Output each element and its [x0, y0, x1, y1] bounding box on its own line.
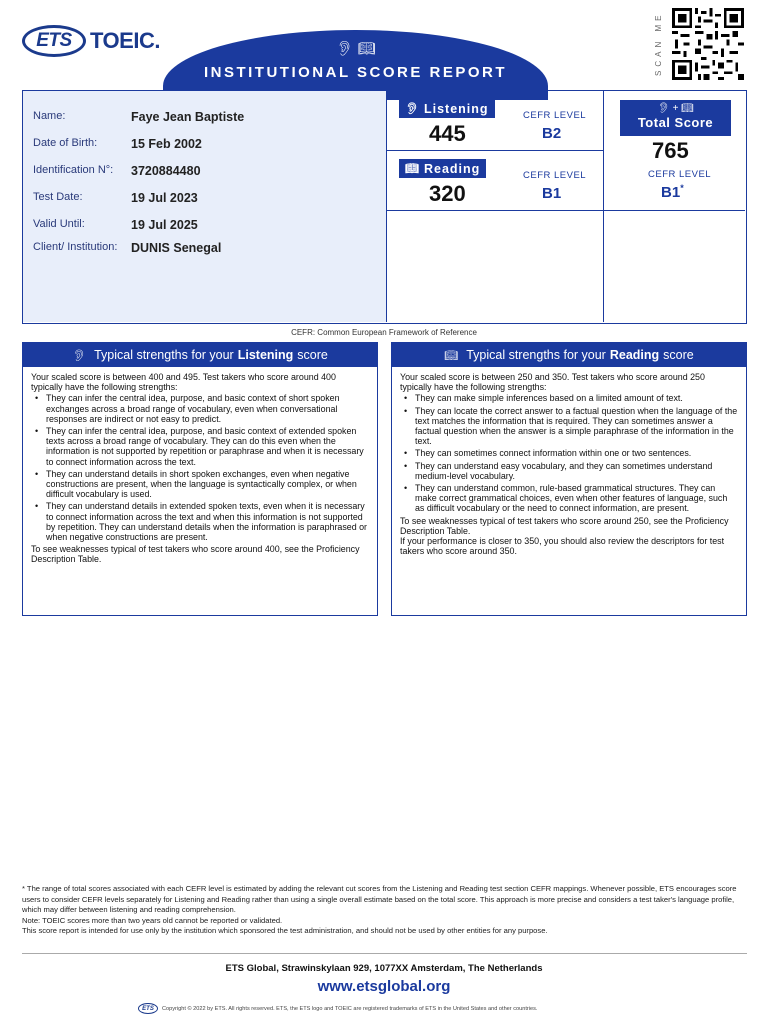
name-row — [33, 110, 244, 124]
ets-mini-logo: ETS — [138, 1003, 158, 1014]
reading-strengths-list — [400, 393, 738, 513]
test-date-label: Test Date: — [33, 191, 83, 203]
website-link[interactable]: www.etsglobal.org — [317, 978, 451, 995]
panel-title-suffix: score — [297, 348, 328, 362]
reading-outro-2: If your performance is closer to 350, you should also review the descriptors for test takers who score around 350. — [400, 536, 725, 557]
ets-address: ETS Global, Strawinskylaan 929, 1077XX Amsterdam, The Netherlands — [225, 963, 543, 974]
listening-label: Listening — [423, 101, 489, 116]
total-score-badge — [620, 100, 731, 136]
listening-badge — [399, 99, 495, 118]
total-cefr-label: CEFR LEVEL — [648, 169, 712, 180]
panel-title-skill: Reading — [609, 348, 660, 362]
divider — [604, 210, 745, 211]
listening-intro: Your scaled score is between 400 and 495. Test takers who score around 400 typically have the following strengths: — [31, 372, 336, 393]
reading-cefr-label: CEFR LEVEL — [523, 170, 587, 181]
footer-divider — [22, 953, 747, 954]
candidate-info-panel — [23, 91, 387, 322]
list-item: • They can sometimes connect information within one or two sentences. — [400, 448, 738, 458]
ets-logo: ETS — [22, 25, 86, 57]
reading-label: Reading — [423, 161, 481, 176]
total-score: 765 — [652, 138, 689, 163]
section-scores-column — [387, 91, 604, 322]
ear-icon: 👂︎ — [72, 349, 87, 362]
listening-cefr-label: CEFR LEVEL — [523, 110, 587, 121]
listening-panel-header — [23, 343, 377, 367]
total-score-column — [604, 91, 745, 322]
listening-strengths-list — [31, 393, 369, 542]
panel-title-prefix: Typical strengths for your — [466, 348, 606, 362]
ear-book-icon: 👂︎ 📖︎ — [335, 40, 376, 56]
panel-title-prefix: Typical strengths for your — [94, 348, 234, 362]
footnote-marker: * — [680, 183, 684, 193]
report-title: INSTITUTIONAL SCORE REPORT — [203, 64, 508, 81]
reading-panel-header — [392, 343, 746, 367]
divider — [387, 150, 603, 151]
list-item: • They can understand details in short spoken exchanges, even when negative constructions are present, when the language is syntactically complex, or when difficult vocabulary is used. — [31, 469, 369, 500]
score-summary-box — [22, 90, 747, 324]
copyright — [138, 1003, 638, 1014]
test-date: 19 Jul 2023 — [131, 191, 198, 205]
name-label: Name: — [33, 110, 66, 122]
ear-icon: 👂︎ — [405, 103, 419, 115]
reading-intro: Your scaled score is between 250 and 350. Test takers who score around 250 typically have the following strengths: — [400, 372, 705, 393]
test-date-row — [33, 191, 198, 205]
candidate-name: Faye Jean Baptiste — [131, 110, 245, 124]
ets-toeic-logo — [22, 24, 160, 58]
panel-title-skill: Listening — [237, 348, 294, 362]
listening-cefr-level: B2 — [542, 125, 562, 142]
total-score-label: Total Score — [637, 115, 714, 130]
reading-cefr-level: B1 — [542, 185, 562, 202]
footnote-cefr: * The range of total scores associated with each CEFR level is estimated by adding the relevant cut scores from the Listening and Reading test section CEFR mappings. Whenever possible, ETS encourages score users to consider CEFR levels separately for Listening and Reading rather than using a single overall estimate based on the total score. This approach is more precise and considers a test taker's language profile, which may differ between listening and reading comprehension. — [22, 884, 737, 915]
valid-until-row — [33, 218, 198, 232]
listening-strengths-panel — [22, 342, 378, 616]
client-row — [33, 241, 221, 255]
reading-outro: To see weaknesses typical of test takers who score around 250, see the Proficiency Description Table. — [400, 515, 729, 536]
list-item: • They can understand details in extended spoken texts, even when it is necessary to connect information across the text and when this information is not supported by repetition. They can understand details when the information is paraphrased or when negative constructions are present. — [31, 501, 369, 542]
id-label: Identification N°: — [33, 164, 114, 176]
client-institution: DUNIS Senegal — [131, 241, 222, 255]
reading-panel-body — [392, 367, 746, 556]
footnote-usage: This score report is intended for use only by the institution which sponsored the test administration, and should not be used by other entities for any purpose. — [22, 926, 548, 936]
client-label: Client/ Institution: — [33, 241, 118, 253]
book-icon: 📖︎ — [405, 163, 419, 175]
reading-score: 320 — [429, 181, 466, 206]
dob-row — [33, 137, 202, 151]
copyright-text: Copyright © 2022 by ETS. All rights reserved. ETS, the ETS logo and TOEIC are registered trademarks of ETS in the United States and other countries. — [162, 1005, 538, 1012]
panel-title-suffix: score — [663, 348, 694, 362]
listening-panel-body — [23, 367, 377, 565]
candidate-dob: 15 Feb 2002 — [131, 137, 202, 151]
divider — [387, 210, 603, 211]
valid-until-label: Valid Until: — [33, 218, 85, 230]
cefr-note: CEFR: Common European Framework of Reference — [291, 328, 477, 337]
footnote-validity: Note: TOEIC scores more than two years old cannot be reported or validated. — [22, 915, 283, 925]
reading-badge — [399, 159, 486, 178]
ear-book-icon: 👂︎ + 📖︎ — [657, 103, 694, 114]
qr-code[interactable] — [670, 8, 746, 80]
list-item: • They can infer the central idea, purpose, and basic context of extended spoken texts across a broad range of vocabulary. They can do this even when the information is not supported by repetition or paraphrase and when it is necessary to connect information across the text. — [31, 426, 369, 467]
listening-outro: To see weaknesses typical of test takers who score around 400, see the Proficiency Description Table. — [31, 544, 360, 565]
total-cefr-level: B1* — [661, 183, 684, 201]
list-item: • They can understand easy vocabulary, and they can sometimes understand medium-level vocabulary. — [400, 461, 738, 481]
toeic-logo: TOEIC. — [90, 28, 160, 53]
candidate-id: 3720884480 — [131, 164, 201, 178]
valid-until: 19 Jul 2025 — [131, 218, 198, 232]
list-item: • They can understand common, rule-based grammatical structures. They can make correct grammatical choices, even when other features of language, such as difficult vocabulary or the need to connect information, are present. — [400, 483, 738, 514]
book-icon: 📖︎ — [444, 349, 459, 362]
listening-score: 445 — [429, 121, 466, 146]
reading-strengths-panel — [391, 342, 747, 616]
id-row — [33, 164, 201, 178]
list-item: • They can locate the correct answer to a factual question when the language of the text matches the information that is required. They can sometimes answer a factual question when the answer is a simple paraphrase of the information in the text. — [400, 406, 738, 447]
list-item: • They can make simple inferences based on a limited amount of text. — [400, 393, 738, 403]
footnotes — [22, 884, 750, 937]
list-item: • They can infer the central idea, purpose, and basic context of short spoken exchanges across a broad range of vocabulary, even when conversational responses are indirect or not easy to predict. — [31, 393, 369, 424]
scan-me-label: SCAN ME — [654, 11, 663, 77]
dob-label: Date of Birth: — [33, 137, 98, 149]
